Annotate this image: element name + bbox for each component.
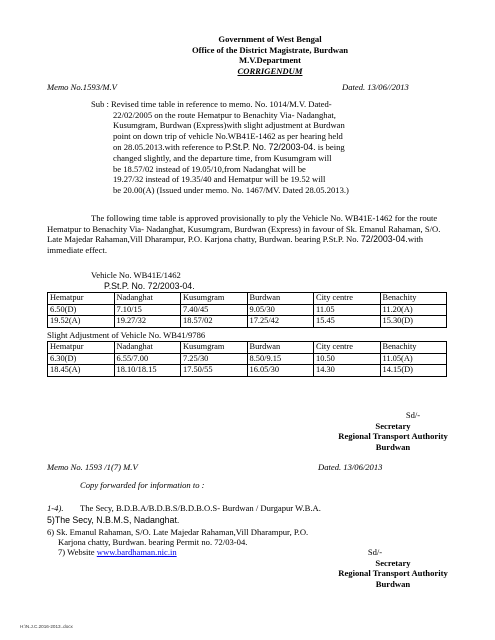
table-header-cell: Nadanghat: [114, 342, 181, 354]
memo-number-copy: Memo No. 1593 /1(7) M.V: [47, 462, 138, 472]
table-cell: 10.50: [314, 353, 381, 365]
body-permit-ref: 72/2003-04.: [360, 234, 408, 245]
table-cell: 18.10/18.15: [114, 365, 181, 377]
table-cell: 18.57/02: [181, 316, 248, 328]
recipient-line: 6) Sk. Emanul Rahaman, S/O. Late Majedar Rahaman,Vill Dharampur, P.O.: [47, 527, 309, 537]
memo-date-copy: Dated. 13/06/2013: [318, 462, 383, 472]
table-header-cell: Kusumgram: [181, 342, 248, 354]
table-cell: 16.05/30: [247, 365, 314, 377]
subject-block: [91, 99, 451, 196]
subject-line: be 18.57/02 instead of 19.05/10,from Nadanghat will be: [113, 163, 306, 174]
recipient-index: 1-4).: [47, 503, 64, 513]
table-cell: 9.05/30: [247, 304, 314, 316]
recipient-line: Karjona chatty, Burdwan. bearing Permit no. 72/03-04.: [58, 537, 248, 547]
table-cell: 15.30(D): [380, 316, 447, 328]
subject-line: Kusumgram, Burdwan (Express)with slight adjustment at Burdwan: [113, 120, 345, 131]
table-cell: 19.52(A): [48, 316, 115, 328]
table-cell: 15.45: [314, 316, 381, 328]
signature-place: Burdwan: [375, 442, 411, 453]
website-link[interactable]: www.bardhaman.nic.in: [96, 547, 177, 557]
table-header-cell: City centre: [314, 342, 381, 354]
table-cell: 11.05(A): [380, 353, 447, 365]
subject-line: 19.27/32 instead of 19.35/40 and Hematpur will be 19.52 will: [113, 174, 326, 185]
subject-line: changed slightly, and the departure time, from Kusumgram will: [113, 152, 332, 163]
body-text: Late Majedar Rahaman,Vill Dharampur, P.O. Karjona chatty, Burdwan. bearing P.St.P. No.: [47, 234, 361, 245]
table-row: [48, 353, 447, 365]
header-department: M.V.Department: [239, 55, 301, 66]
subject-line: 22/02/2005 on the route Hematpur to Benachity Via- Nadanghat,: [113, 109, 336, 120]
signature-place: Burdwan: [375, 579, 411, 590]
table-cell: 14.30: [314, 365, 381, 377]
table-cell: 11.20(A): [380, 304, 447, 316]
recipient-website: [58, 547, 177, 558]
body-line: immediate effect.: [47, 245, 107, 256]
table-cell: 7.40/45: [181, 304, 248, 316]
body-line: Hematpur to Benachity Via- Nadanghat, Kusumgram, Burdwan (Express) in favour of Sk. Emanul Rahaman, S/O.: [47, 223, 441, 234]
table-cell: 7.10/15: [114, 304, 181, 316]
header-office: Office of the District Magistrate, Burdwan: [191, 44, 349, 55]
table-cell: 6.55/7.00: [114, 353, 181, 365]
subject-line: Sub : Revised time table in reference to memo. No. 1014/M.V. Dated-: [91, 99, 332, 109]
table-cell: 11.05: [314, 304, 381, 316]
subject-line: point on down trip of vehicle No.WB41E-1462 as per hearing held: [113, 131, 343, 142]
table-header-cell: Benachity: [380, 293, 447, 305]
table-cell: 19.27/32: [114, 316, 181, 328]
header-block: [150, 34, 390, 77]
table-header-cell: City centre: [314, 293, 381, 305]
table-header-cell: Hematpur: [48, 342, 115, 354]
table-cell: 7.25/30: [181, 353, 248, 365]
table-cell: 17.25/42: [247, 316, 314, 328]
subject-text: is being: [315, 141, 345, 152]
table-row: [48, 304, 447, 316]
body-text: with: [407, 234, 424, 245]
table-header-row: [48, 293, 447, 305]
table-cell: 18.45(A): [48, 365, 115, 377]
header-corrigendum: CORRIGENDUM: [237, 66, 303, 77]
signature-sd: Sd/-: [405, 410, 421, 420]
signature-authority: Regional Transport Authority: [338, 431, 448, 442]
table-cell: 6.50(D): [48, 304, 115, 316]
timetable-vehicle-1462: [47, 292, 447, 328]
table-header-cell: Burdwan: [247, 293, 314, 305]
signature-block-1: [318, 410, 468, 453]
recipient-line: The Secy, B.D.B.A/B.D.B.S/B.D.B.O.S- Burdwan / Durgapur W.B.A.: [80, 503, 321, 513]
table-header-cell: Nadanghat: [114, 293, 181, 305]
subject-permit-ref: P.St.P. No. 72/2003-04.: [224, 141, 316, 152]
memo-number: Memo No.1593/M.V: [47, 82, 117, 92]
vehicle-adjustment-label: Slight Adjustment of Vehicle No. WB41/9786: [47, 330, 206, 340]
recipient-line: 5)The Secy, N.B.M.S, Nadanghat.: [47, 515, 180, 525]
timetable-vehicle-9786: [47, 341, 447, 377]
vehicle-label: Vehicle No. WB41E/1462: [91, 270, 181, 280]
table-header-cell: Burdwan: [247, 342, 314, 354]
signature-title: Secretary: [375, 557, 411, 568]
table-header-row: [48, 342, 447, 354]
table-row: [48, 316, 447, 328]
table-cell: 17.50/55: [181, 365, 248, 377]
body-paragraph: [47, 213, 457, 256]
vehicle-permit: P.St.P. No. 72/2003-04.: [104, 281, 195, 291]
table-header-cell: Benachity: [380, 342, 447, 354]
table-cell: 14.15(D): [380, 365, 447, 377]
body-line: The following time table is approved provisionally to ply the Vehicle No. WB41E-1462 for the route: [91, 213, 438, 223]
memo-date: Dated. 13/06//2013: [342, 82, 409, 92]
table-cell: 6.30(D): [48, 353, 115, 365]
table-header-cell: Kusumgram: [181, 293, 248, 305]
signature-authority: Regional Transport Authority: [338, 568, 448, 579]
footer-file-path: H:\N.J.C.2016-2013..docx: [20, 624, 73, 629]
header-government: Government of West Bengal: [218, 34, 322, 44]
table-cell: 8.50/9.15: [247, 353, 314, 365]
copy-forward-note: Copy forwarded for information to :: [80, 480, 205, 490]
table-row: [48, 365, 447, 377]
signature-title: Secretary: [375, 420, 411, 431]
subject-line-permit: [91, 142, 451, 153]
recipient-text: 7) Website: [58, 547, 97, 557]
subject-text: on 28.05.2013.with reference to: [113, 141, 225, 152]
table-header-cell: Hematpur: [48, 293, 115, 305]
body-line-permit: [47, 234, 457, 245]
signature-block-2: [318, 547, 468, 590]
signature-sd: Sd/-: [367, 547, 383, 557]
subject-line: be 20.00(A) (Issued under memo. No. 1467/MV. Dated 28.05.2013.): [113, 185, 349, 196]
